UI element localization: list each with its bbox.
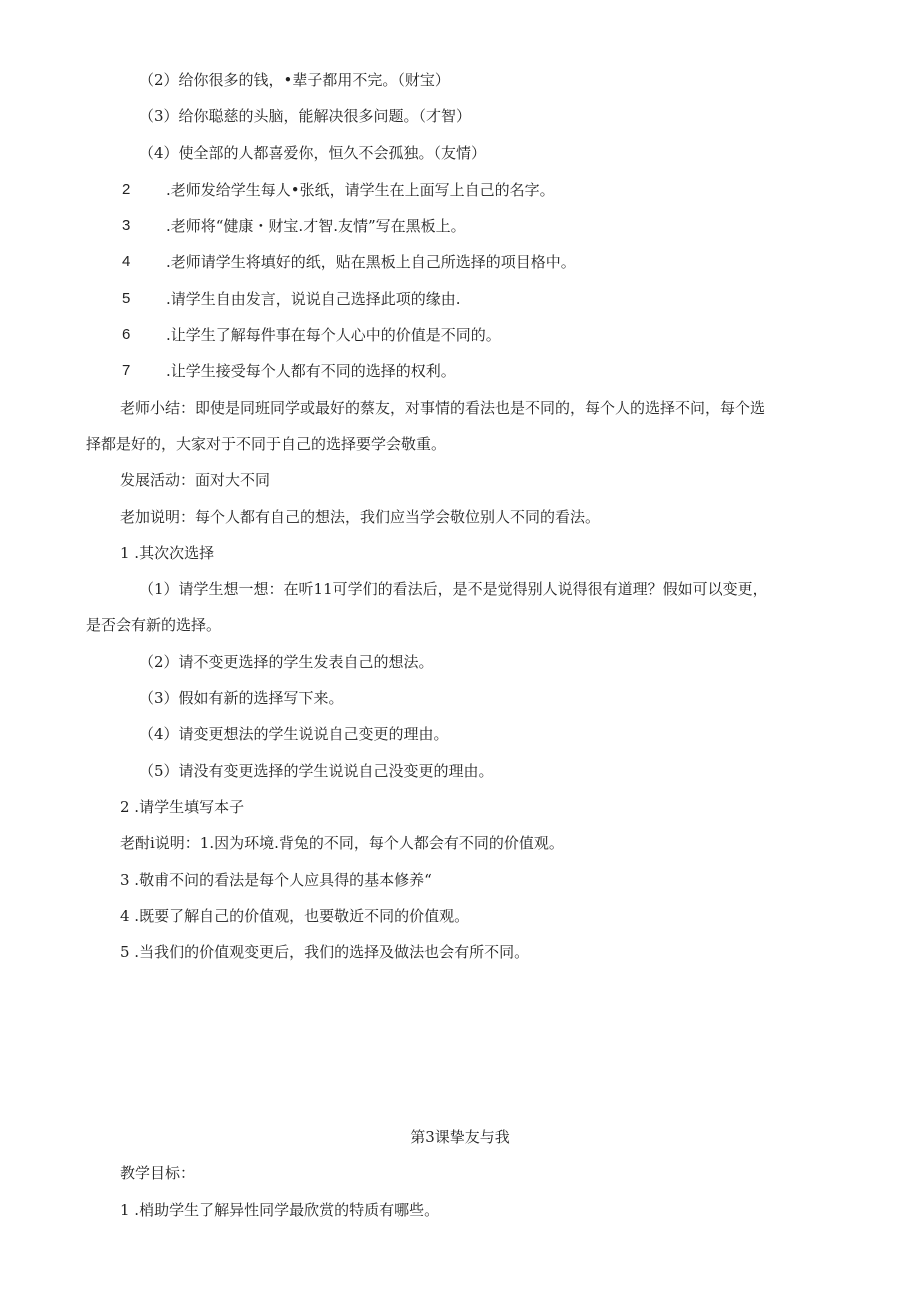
step-text: .让学生了解每件事在每个人心中的价值是不同的。 xyxy=(166,326,501,344)
note-item: 5 .当我们的价值观变更后，我们的选择及做法也会有所不同。 xyxy=(120,943,530,961)
goals-label: 教学目标： xyxy=(120,1164,196,1182)
goal-item: 1 .梢助学生了解异性同学最欣赏的特质有哪些。 xyxy=(120,1201,440,1219)
summary-line: 老师小结：即使是同班同学或最好的蔡友，对事情的看法也是不同的，每个人的选择不问，每个选 xyxy=(120,399,766,417)
sub-item: （3）假如有新的选择写下来。 xyxy=(139,689,344,707)
step-number: 7 xyxy=(122,362,131,379)
sub-item: （5）请没有变更选择的学生说说自己没变更的理由。 xyxy=(139,762,494,780)
step-text: .老师将“健康・财宝.才智.友情”写在黑板上。 xyxy=(166,217,466,235)
explanation-text: 老加说明：每个人都有自己的想法，我们应当学会敬位别人不同的看法。 xyxy=(120,508,601,526)
step-number: 4 xyxy=(122,253,131,270)
note-item: 3 .敬甫不问的看法是每个人应具得的基本修养“ xyxy=(120,871,432,889)
step-number: 2 xyxy=(122,181,131,198)
list-item: 1 .其次次选择 xyxy=(120,544,215,562)
step-text: .老师请学生将填好的纸，贴在黑板上自己所选择的项目格中。 xyxy=(166,253,576,271)
note-item: 4 .既要了解自己的价值观，也要敬近不同的价值观。 xyxy=(120,907,470,925)
sub-item: （4）请变更想法的学生说说自己变更的理由。 xyxy=(139,725,449,743)
sub-item: （1）请学生想一想：在听11可学们的看法后，是不是觉得别人说得很有道理？假如可以变更， xyxy=(139,580,768,598)
sub-item: （2）请不变更选择的学生发表自己的想法。 xyxy=(139,653,434,671)
sub-item-continued: 是否会有新的选择。 xyxy=(86,616,222,634)
step-number: 6 xyxy=(122,326,131,343)
list-item: （2）给你很多的钱，•辈子都用不完。（财宝） xyxy=(139,71,450,89)
lesson-title: 第3课挚友与我 xyxy=(410,1128,510,1146)
step-text: .老师发给学生每人•张纸，请学生在上面写上自己的名字。 xyxy=(166,181,555,199)
step-number: 3 xyxy=(122,217,131,234)
step-text: .请学生自由发言，说说自己选择此项的缘由. xyxy=(166,290,461,308)
step-text: .让学生接受每个人都有不同的选择的权利。 xyxy=(166,362,456,380)
list-item: 2 .请学生填写本子 xyxy=(120,798,245,816)
teacher-note: 老酎i说明：1.因为环境.背兔的不同，每个人都会有不同的价值观。 xyxy=(120,834,564,852)
activity-title: 发展活动：面对大不同 xyxy=(120,471,271,489)
summary-line: 择都是好的，大家对于不同于自己的选择要学会敬重。 xyxy=(86,435,447,453)
step-number: 5 xyxy=(122,290,131,307)
list-item: （3）给你聪慈的头脑，能解决很多问题。（才智） xyxy=(139,107,472,125)
list-item: （4）使全部的人都喜爱你，恒久不会孤独。（友情） xyxy=(139,144,487,162)
